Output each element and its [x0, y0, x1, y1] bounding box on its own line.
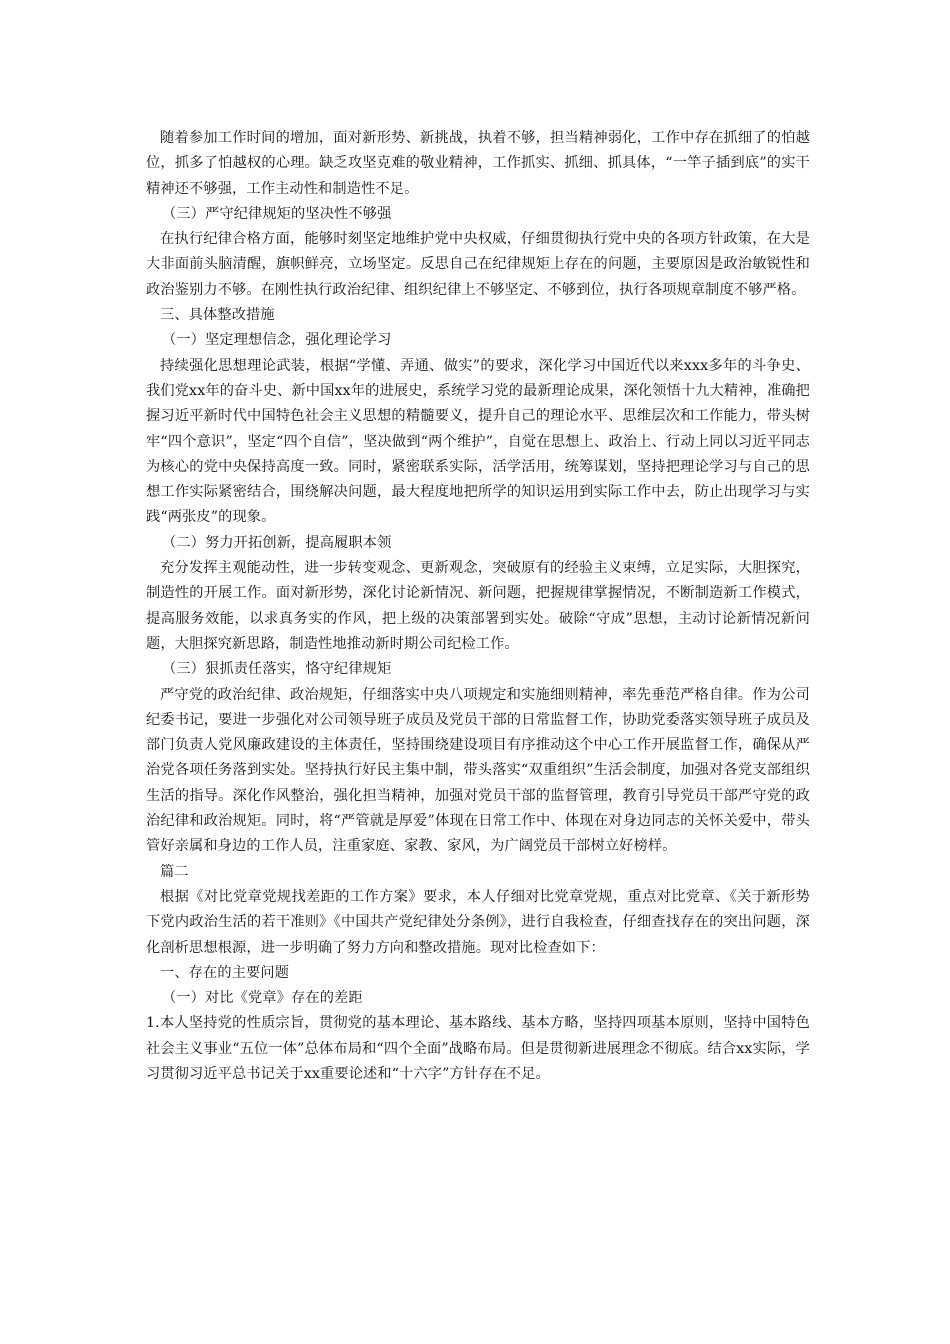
section-subheading: （三）严守纪律规矩的坚决性不够强	[162, 205, 392, 222]
section-subheading: （二）努力开拓创新，提高履职本领	[162, 534, 392, 551]
section-heading: 三、具体整改措施	[160, 307, 275, 324]
paragraph: 严守党的政治纪律、政治规矩，仔细落实中央八项规定和实施细则精神，率先垂范严格自律。作为公司纪委书记，要进一步强化对公司领导班子成员及党员干部的日常监督工作，协助党委落实领导班子成员及部门负责人党风廉政建设的主体责任，坚持围绕建设项目有序推动这个中心工作开展监督工作，确保从严治党各项任务落到实处。坚持执行好民主集中制，带头落实“双重组织”生活会制度，加强对各党支部组织生活的指导。深化作风整治，强化担当精神，加强对党员干部的监督管理，教育引导党员干部严守党的政治纪律和政治规矩。同时，将“严管就是厚爱”体现在日常工作中、体现在对身边同志的关怀关爱中，带头管好亲属和身边的工作人员，注重家庭、家教、家风，为广阔党员干部树立好榜样。	[146, 686, 810, 855]
section-heading: 一、存在的主要问题	[160, 964, 290, 981]
document-page	[146, 126, 810, 1087]
paragraph: 根据《对比党章党规找差距的工作方案》要求，本人仔细对比党章党规，重点对比党章、《关于新形势下党内政治生活的若干准则》《中国共产党纪律处分条例》，进行自我检查，仔细查找存在的突出问题，深化剖析思想根源，进一步明确了努力方向和整改措施。现对比检查如下：	[146, 888, 810, 956]
paragraph: 充分发挥主观能动性，进一步转变观念、更新观念，突破原有的经验主义束缚，立足实际，大胆探究，制造性的开展工作。面对新形势，深化讨论新情况、新问题，把握规律掌握情况，不断制造新工作模式，提高服务效能，以求真务实的作风，把上级的决策部署到实处。破除“守成”思想，主动讨论新情况新问题，大胆探究新思路，制造性地推动新时期公司纪检工作。	[146, 560, 810, 652]
numbered-paragraph: 1.本人坚持党的性质宗旨，贯彻党的基本理论、基本路线、基本方略，坚持四项基本原则，坚持中国特色社会主义事业“五位一体”总体布局和“四个全面”战略布局。但是贯彻新进展理念不彻底。结合xx实际，学习贯彻习近平总书记关于xx重要论述和“十六字”方针存在不足。	[146, 1015, 810, 1082]
paragraph: 随着参加工作时间的增加，面对新形势、新挑战，执着不够，担当精神弱化，工作中存在抓细了的怕越位，抓多了怕越权的心理。缺乏攻坚克难的敬业精神，工作抓实、抓细、抓具体，“一竿子插到底”的实干精神还不够强，工作主动性和制造性不足。	[146, 130, 810, 197]
part-label: 篇二	[160, 863, 189, 880]
section-subheading: （三）狠抓责任落实，恪守纪律规矩	[162, 661, 392, 678]
section-subheading: （一）坚定理想信念，强化理论学习	[162, 332, 392, 349]
section-subheading: （一）对比《党章》存在的差距	[162, 990, 363, 1007]
paragraph: 持续强化思想理论武装，根据“学懂、弄通、做实”的要求，深化学习中国近代以来xxx多年的斗争史、我们党xx年的奋斗史、新中国xx年的进展史，系统学习党的最新理论成果，深化领悟十九大精神，准确把握习近平新时代中国特色社会主义思想的精髓要义，提升自己的理论水平、思维层次和工作能力，带头树牢“四个意识”，坚定“四个自信”，坚决做到“两个维护”，自觉在思想上、政治上、行动上同以习近平同志为核心的党中央保持高度一致。同时，紧密联系实际，活学活用，统筹谋划，坚持把理论学习与自己的思想工作实际紧密结合，围绕解决问题，最大程度地把所学的知识运用到实际工作中去，防止出现学习与实践“两张皮”的现象。	[146, 357, 810, 526]
paragraph: 在执行纪律合格方面，能够时刻坚定地维护党中央权威，仔细贯彻执行党中央的各项方针政策，在大是大非面前头脑清醒，旗帜鲜亮，立场坚定。反思自己在纪律规矩上存在的问题，主要原因是政治敏锐性和政治鉴别力不够。在刚性执行政治纪律、组织纪律上不够坚定、不够到位，执行各项规章制度不够严格。	[146, 231, 810, 298]
